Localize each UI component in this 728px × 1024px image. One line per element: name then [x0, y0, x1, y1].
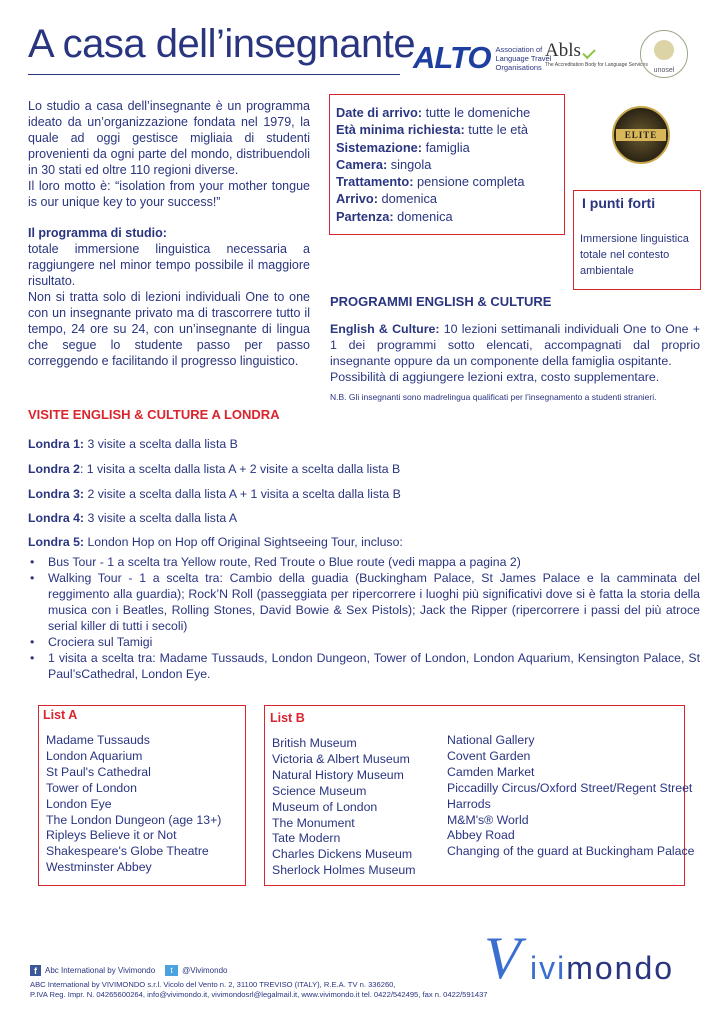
- info-row: Arrivo: domenica: [336, 191, 437, 207]
- elite-badge-label: ELITE: [616, 129, 666, 141]
- programmi-extra: Possibilità di aggiungere lezioni extra, costo supplementare.: [330, 370, 660, 384]
- info-row: Date di arrivo: tutte le domeniche: [336, 105, 531, 120]
- list-item: Science Museum: [272, 783, 367, 798]
- abls-logo: [545, 40, 648, 68]
- footer-line: P.IVA Reg. Impr. N. 04265600264, info@vivimondo.it, vivimondosrl@legalmail.it, www.vivimondo.it tel. 0422/542495, fax n. 0422/591437: [30, 990, 488, 999]
- list-b-box: [264, 705, 695, 886]
- list-a-title: List A: [43, 708, 78, 722]
- punti-forti-title: I punti forti: [582, 195, 656, 211]
- list-item: Ripleys Believe it or Not: [46, 828, 177, 843]
- programmi-label: English & Culture:: [330, 322, 440, 336]
- vivimondo-logo-word: ivimondo: [530, 950, 675, 986]
- list-item: Museum of London: [272, 799, 378, 814]
- list-item: National Gallery: [447, 733, 535, 747]
- facebook-link[interactable]: Abc International by Vivimondo: [45, 966, 156, 975]
- list-b-column-1: [272, 736, 416, 879]
- programmi-title: PROGRAMMI ENGLISH & CULTURE: [330, 294, 552, 309]
- check-icon: [582, 46, 595, 59]
- footer-address: [30, 980, 488, 1000]
- info-row: Partenza: domenica: [336, 208, 453, 224]
- punti-forti-text: Immersione linguistica totale nel contesto ambientale: [580, 233, 689, 277]
- list-item: Tate Modern: [272, 831, 341, 846]
- visite-title: VISITE ENGLISH & CULTURE A LONDRA: [28, 407, 280, 422]
- list-item: Changing of the guard at Buckingham Palace: [447, 844, 695, 859]
- program-heading: Il programma di studio:: [28, 226, 167, 240]
- intro-section: [28, 98, 310, 369]
- unosel-logo: [640, 30, 688, 78]
- list-a-items: [46, 733, 221, 876]
- list-item: Tower of London: [46, 780, 137, 795]
- info-box: [329, 94, 565, 235]
- list-item: Westminster Abbey: [46, 860, 152, 875]
- info-row: Trattamento: pensione completa: [336, 174, 525, 190]
- tour-bullet-list: [28, 554, 700, 682]
- alto-logo-word: ALTO: [413, 40, 491, 75]
- unosel-emblem-icon: [654, 40, 674, 60]
- footer-line: ABC International by VIVIMONDO s.r.l. Vicolo del Vento n. 2, 31100 TREVISO (ITALY), R.E.A. TV n. 336260,: [30, 980, 396, 989]
- list-item: • 1 visita a scelta tra: Madame Tussauds, London Dungeon, Tower of London, London Aquarium, Kensington Palace, St Paul’sCathedral, London Eye.: [28, 650, 700, 682]
- list-b-column-2: [447, 733, 694, 860]
- list-item: St Paul's Cathedral: [46, 764, 151, 779]
- list-item: Covent Garden: [447, 748, 531, 763]
- list-item: • Walking Tour - 1 a scelta tra: Cambio della guadia (Buckingham Palace, St James Palace e la camminata del reggimento alla guardia); Rock’N Roll (passeggiata per ripercorrere i luoghi più significativi dove si è fatta la storia della musica con i Beatles, Rolling Stones, David Bowie & Sex Pistols); Jack the Ripper (ripercorrere i passi del più atroce serial killer di tutti i secoli): [28, 570, 700, 634]
- list-item: Camden Market: [447, 764, 535, 779]
- punti-forti-box: [573, 190, 701, 290]
- visit-item: Londra 4: 3 visite a scelta dalla lista A: [28, 511, 238, 525]
- intro-paragraph: Lo studio a casa dell’insegnante è un programma ideato da un’organizzazione fondata nel 1979, la quale ad oggi gestisce migliaia di studenti provenienti da ogni parte del mondo, distribuendoli in 30 stati ed oltre 110 regioni diverse.: [28, 99, 310, 177]
- alto-logo-subtitle: Association of Language Travel Organisations: [495, 44, 552, 72]
- facebook-icon[interactable]: f: [30, 965, 41, 976]
- visit-item: Londra 1: 3 visite a scelta dalla lista B: [28, 437, 238, 451]
- vivimondo-logo: [484, 925, 714, 991]
- alto-logo: [413, 40, 562, 76]
- unosel-logo-label: unosel: [653, 67, 675, 74]
- twitter-link[interactable]: @Vivimondo: [182, 966, 228, 975]
- programmi-description: 10 lezioni settimanali individuali One to One + 1 dei programmi sotto elencati, accompagnati dal proprio insegnante oppure da un componente della famiglia ospitante.: [330, 322, 700, 368]
- list-item: Piccadilly Circus/Oxford Street/Regent Street: [447, 780, 693, 795]
- visit-item: Londra 5: London Hop on Hop off Original Sightseeing Tour, incluso:: [28, 535, 403, 549]
- list-item: Shakespeare's Globe Theatre: [46, 844, 209, 859]
- list-item: Victoria & Albert Museum: [272, 751, 410, 766]
- elite-badge: [612, 106, 670, 164]
- programmi-note: N.B. Gli insegnanti sono madrelingua qualificati per l’insegnamento a studenti stranieri.: [330, 392, 657, 402]
- visit-item: Londra 3: 2 visite a scelta dalla lista A + 1 visita a scelta dalla lista B: [28, 487, 401, 501]
- title-underline: [28, 74, 400, 75]
- page-title: A casa dell’insegnante: [28, 22, 416, 66]
- list-item: Sherlock Holmes Museum: [272, 863, 416, 878]
- list-item: Madame Tussauds: [46, 733, 150, 747]
- abls-logo-subtitle: The Accreditation Body for Language Services: [545, 62, 648, 68]
- list-item: The London Dungeon (age 13+): [46, 812, 222, 827]
- info-row: Età minima richiesta: tutte le età: [336, 122, 529, 138]
- program-paragraph: Non si tratta solo di lezioni individuali One to one con un insegnante privato ma di trascorrere tutto il tempo, 24 ore su 24, con un’insegnante di lingua che segue lo studente passo per passo correggendo e facilitando il progresso linguistico.: [28, 290, 310, 368]
- abls-logo-word: Abls: [545, 40, 581, 61]
- twitter-icon[interactable]: t: [165, 965, 178, 976]
- list-item: • Crociera sul Tamigi: [28, 634, 700, 650]
- programmi-text: [330, 321, 700, 385]
- list-item: Harrods: [447, 796, 491, 811]
- intro-motto: Il loro motto è: “isolation from your mother tongue is our unique key to your success!”: [28, 179, 310, 209]
- list-item: The Monument: [272, 815, 355, 830]
- visit-item: Londra 2: 1 visita a scelta dalla lista A + 2 visite a scelta dalla lista B: [28, 462, 401, 476]
- list-item: • Bus Tour - 1 a scelta tra Yellow route, Red Troute o Blue route (vedi mappa a pagina 2): [28, 554, 700, 570]
- list-b-title: List B: [270, 711, 305, 725]
- list-item: Natural History Museum: [272, 767, 404, 782]
- info-row: Sistemazione: famiglia: [336, 139, 470, 155]
- list-item: Abbey Road: [447, 828, 515, 843]
- list-item: London Eye: [46, 796, 112, 811]
- info-row: Camera: singola: [336, 156, 432, 172]
- list-item: London Aquarium: [46, 748, 143, 763]
- list-item: British Museum: [272, 736, 357, 750]
- list-a-box: [38, 705, 246, 886]
- list-item: M&M's® World: [447, 812, 529, 827]
- social-links: [30, 965, 227, 976]
- program-paragraph: totale immersione linguistica necessaria a raggiungere nel minor tempo possibile il maggiore risultato.: [28, 242, 310, 288]
- list-item: Charles Dickens Museum: [272, 847, 413, 862]
- vivimondo-logo-initial: V: [484, 925, 521, 991]
